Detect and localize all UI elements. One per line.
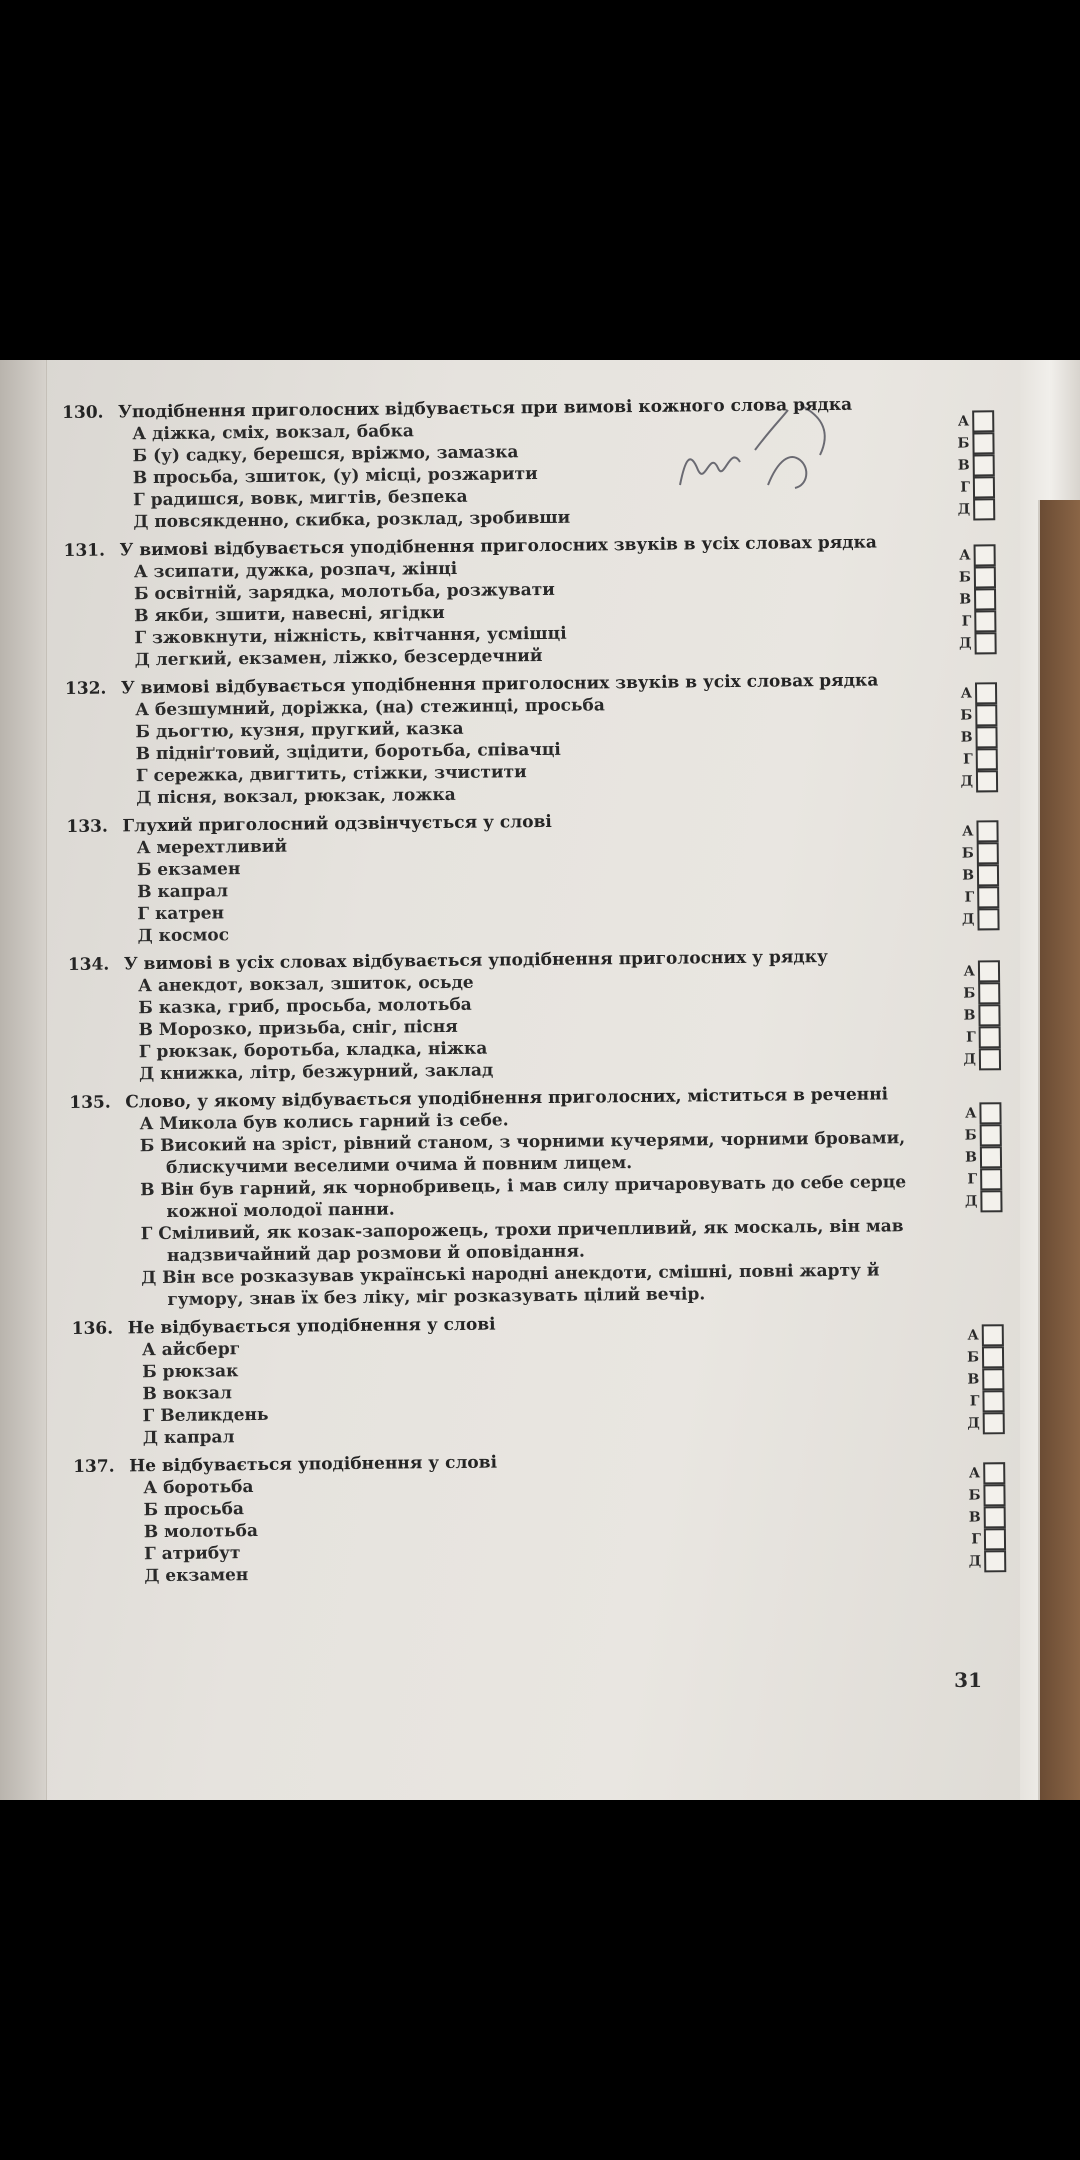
box-letter: Г xyxy=(960,479,971,496)
option-a: А анекдот, вокзал, зшиток, осьде xyxy=(138,972,474,997)
option-e: Д легкий, екзамен, ліжко, безсердечний xyxy=(134,645,543,671)
box-letter: А xyxy=(960,685,973,702)
answer-box-b[interactable] xyxy=(978,982,1000,1004)
question-137 xyxy=(73,1446,994,1588)
answer-boxes xyxy=(946,820,999,931)
question-133 xyxy=(66,806,987,948)
question-text: Глухий приголосний одзвінчується у слові xyxy=(122,811,552,837)
box-letter: Д xyxy=(960,773,974,790)
option-d: Г атрибут xyxy=(143,1543,241,1565)
answer-box-c[interactable] xyxy=(984,1506,1006,1528)
box-letter: Г xyxy=(967,1171,978,1188)
question-number: 130. xyxy=(62,402,104,423)
option-d: Г зжовкнути, ніжність, квітчання, усмішці xyxy=(134,623,567,649)
option-c: В Морозко, призьба, сніг, пісня xyxy=(138,1016,458,1041)
question-emphasis: Не відбувається xyxy=(127,1316,291,1339)
box-letter: Б xyxy=(957,435,970,452)
box-letter: А xyxy=(962,823,974,840)
question-number: 137. xyxy=(73,1456,115,1477)
page-number: 31 xyxy=(954,1668,982,1692)
answer-box-d[interactable] xyxy=(982,1390,1004,1412)
answer-boxes xyxy=(953,1462,1006,1573)
option-e: Д пісня, вокзал, рюкзак, ложка xyxy=(136,784,456,809)
option-b: Б Високий на зріст, рівний станом, з чорними кучерями, чорними бровами, блискучими веселими очима й повним лицем. xyxy=(139,1128,906,1178)
option-c: В підніґтовий, зцідити, боротьба, співачці xyxy=(135,739,561,765)
box-letter: В xyxy=(965,1149,978,1166)
box-letter: Д xyxy=(961,911,975,928)
question-text-rest: уподібнення у слові xyxy=(290,1314,496,1337)
option-d: Г Сміливий, як козак-запорожець, трохи причепливий, як москаль, він мав надзвичайний дар розмови й оповідання. xyxy=(140,1216,904,1266)
answer-boxes xyxy=(945,682,998,793)
option-a: А діжка, сміх, вокзал, бабка xyxy=(132,421,414,445)
box-letter: Д xyxy=(968,1553,982,1570)
box-letter: Д xyxy=(964,1193,978,1210)
box-letter: В xyxy=(959,591,972,608)
question-number: 133. xyxy=(66,816,108,837)
answer-box-d[interactable] xyxy=(976,748,998,770)
answer-box-b[interactable] xyxy=(977,842,999,864)
answer-box-e[interactable] xyxy=(979,1048,1001,1070)
question-number: 136. xyxy=(71,1318,114,1339)
box-letter: А xyxy=(963,963,976,980)
answer-boxes xyxy=(944,544,997,655)
answer-box-b[interactable] xyxy=(983,1484,1005,1506)
box-letter: Б xyxy=(964,1127,977,1144)
option-e: Д космос xyxy=(137,925,230,947)
option-c: В капрал xyxy=(137,881,229,903)
table-background xyxy=(1038,500,1080,1800)
answer-boxes xyxy=(952,1324,1005,1435)
answer-box-a[interactable] xyxy=(976,820,998,842)
box-letter: А xyxy=(967,1327,979,1344)
option-c: В молотьба xyxy=(143,1521,259,1543)
question-number: 134. xyxy=(67,954,110,975)
box-letter: Б xyxy=(958,569,971,586)
box-letter: Д xyxy=(963,1051,977,1068)
question-135 xyxy=(69,1082,991,1312)
box-letter: Г xyxy=(963,751,973,768)
answer-box-a[interactable] xyxy=(983,1462,1005,1484)
option-c: В якби, зшити, навесні, ягідки xyxy=(134,603,445,627)
option-d: Г сережка, двигтить, стіжки, зчистити xyxy=(135,762,527,787)
answer-box-a[interactable] xyxy=(982,1324,1004,1346)
question-text xyxy=(129,1452,497,1478)
question-text: Слово, у якому відбувається уподібнення приголосних, міститься в реченні xyxy=(125,1084,889,1113)
option-d: Г радишся, вовк, мигтів, безпека xyxy=(132,486,468,511)
option-b: Б казка, гриб, просьба, молотьба xyxy=(138,994,472,1019)
option-d: Г рюкзак, боротьба, кладка, ніжка xyxy=(138,1038,488,1063)
answer-box-a[interactable] xyxy=(975,682,997,704)
answer-box-b[interactable] xyxy=(974,566,996,588)
answer-box-e[interactable] xyxy=(974,632,996,654)
option-a: А мерехтливий xyxy=(136,836,288,859)
answer-boxes xyxy=(949,1102,1002,1213)
box-letter: Д xyxy=(967,1415,980,1432)
answer-box-e[interactable] xyxy=(973,498,995,520)
answer-box-a[interactable] xyxy=(978,960,1000,982)
option-a: А безшумний, доріжка, (на) стежинці, просьба xyxy=(135,695,605,721)
answer-box-c[interactable] xyxy=(974,588,996,610)
answer-box-a[interactable] xyxy=(974,544,996,566)
option-b: Б просьба xyxy=(143,1499,245,1521)
box-letter: А xyxy=(968,1465,981,1482)
answer-box-c[interactable] xyxy=(975,726,997,748)
answer-box-b[interactable] xyxy=(975,704,997,726)
option-c: В вокзал xyxy=(142,1383,233,1405)
option-a: А зсипати, дужка, розпач, жінці xyxy=(133,558,458,583)
box-letter: Г xyxy=(961,613,972,630)
question-text: У вимові відбувається уподібнення приголосних звуків в усіх словах рядка xyxy=(120,670,879,699)
answer-box-c[interactable] xyxy=(973,454,995,476)
option-e: Д капрал xyxy=(142,1427,235,1449)
option-d: Г катрен xyxy=(137,903,225,925)
box-letter: Г xyxy=(965,1029,976,1046)
box-letter: Б xyxy=(967,1349,980,1366)
box-letter: Б xyxy=(968,1487,981,1504)
question-text xyxy=(128,1314,496,1340)
answer-box-e[interactable] xyxy=(976,770,998,792)
answer-boxes xyxy=(948,960,1001,1071)
book-spine xyxy=(0,360,47,1800)
answer-box-b[interactable] xyxy=(980,1124,1002,1146)
box-letter: А xyxy=(965,1105,977,1122)
answer-box-b[interactable] xyxy=(972,432,994,454)
answer-box-d[interactable] xyxy=(973,476,995,498)
box-letter: В xyxy=(962,867,975,884)
option-b: Б (у) садку, берешся, вріжмо, замазка xyxy=(132,442,519,467)
box-letter: А xyxy=(959,547,971,564)
box-letter: Г xyxy=(969,1393,980,1410)
question-text-rest: уподібнення у слові xyxy=(291,1452,498,1475)
question-number: 132. xyxy=(64,678,107,699)
box-letter: Б xyxy=(960,707,973,724)
answer-box-e[interactable] xyxy=(983,1412,1005,1434)
box-letter: В xyxy=(963,1007,976,1024)
question-131 xyxy=(63,530,984,672)
box-letter: В xyxy=(960,729,973,746)
answer-box-a[interactable] xyxy=(972,410,994,432)
box-letter: Г xyxy=(964,889,975,906)
question-emphasis: Не відбувається xyxy=(129,1454,293,1477)
option-b: Б рюкзак xyxy=(142,1361,239,1383)
answer-box-b[interactable] xyxy=(982,1346,1004,1368)
answer-boxes xyxy=(942,410,995,521)
option-a: А боротьба xyxy=(143,1477,254,1499)
box-letter: Д xyxy=(959,635,972,652)
answer-box-d[interactable] xyxy=(974,610,996,632)
question-136 xyxy=(72,1308,993,1450)
option-e: Д Він все розказував українські народні анекдоти, смішні, повні жарту й гумору, знав їх без ліку, міг розказувать цілий вечір. xyxy=(141,1260,880,1310)
option-b: Б дьогтю, кузня, пругкий, казка xyxy=(135,718,464,743)
answer-box-d[interactable] xyxy=(980,1168,1002,1190)
option-c: В Він був гарний, як чорнобривець, і мав силу причаровувать до себе серце кожної молодої панни. xyxy=(140,1172,907,1222)
option-e: Д повсякденно, скибка, розклад, зробивши xyxy=(133,507,571,533)
option-b: Б освітній, зарядка, молотьба, розжувати xyxy=(133,579,555,605)
option-d: Г Великдень xyxy=(142,1404,269,1427)
answer-box-c[interactable] xyxy=(980,1146,1002,1168)
answer-box-e[interactable] xyxy=(977,908,999,930)
box-letter: Б xyxy=(963,985,976,1002)
answer-box-c[interactable] xyxy=(982,1368,1004,1390)
question-134 xyxy=(68,944,989,1086)
option-c: В просьба, зшиток, (у) місці, розжарити xyxy=(132,464,538,489)
option-e: Д книжка, літр, безжурний, заклад xyxy=(138,1060,494,1085)
book-page xyxy=(0,360,1080,1800)
question-text: Уподібнення приголосних відбувається при вимові кожного слова рядка xyxy=(118,394,853,423)
option-b: Б екзамен xyxy=(136,859,241,881)
answer-box-e[interactable] xyxy=(980,1190,1002,1212)
box-letter: Б xyxy=(961,845,974,862)
answer-box-e[interactable] xyxy=(984,1550,1006,1572)
answer-box-c[interactable] xyxy=(977,864,999,886)
question-text: У вимові в усіх словах відбувається уподібнення приголосних у рядку xyxy=(123,947,828,975)
answer-box-d[interactable] xyxy=(977,886,999,908)
box-letter: Д xyxy=(957,501,971,518)
box-letter: В xyxy=(957,457,970,474)
option-e: Д екзамен xyxy=(144,1565,249,1587)
answer-box-d[interactable] xyxy=(979,1026,1001,1048)
box-letter: В xyxy=(968,1509,981,1526)
question-text: У вимові відбувається уподібнення приголосних звуків в усіх словах рядка xyxy=(119,532,877,561)
question-132 xyxy=(65,668,986,810)
answer-box-c[interactable] xyxy=(978,1004,1000,1026)
option-a: А Микола був колись гарний із себе. xyxy=(139,1110,509,1135)
option-a: А айсберг xyxy=(141,1339,241,1361)
question-number: 131. xyxy=(63,540,106,561)
question-130 xyxy=(62,392,983,534)
answer-box-a[interactable] xyxy=(979,1102,1001,1124)
box-letter: А xyxy=(957,413,970,430)
box-letter: Г xyxy=(971,1531,982,1548)
answer-box-d[interactable] xyxy=(984,1528,1006,1550)
question-number: 135. xyxy=(69,1092,111,1113)
test-content xyxy=(62,392,994,1594)
box-letter: В xyxy=(967,1371,980,1388)
